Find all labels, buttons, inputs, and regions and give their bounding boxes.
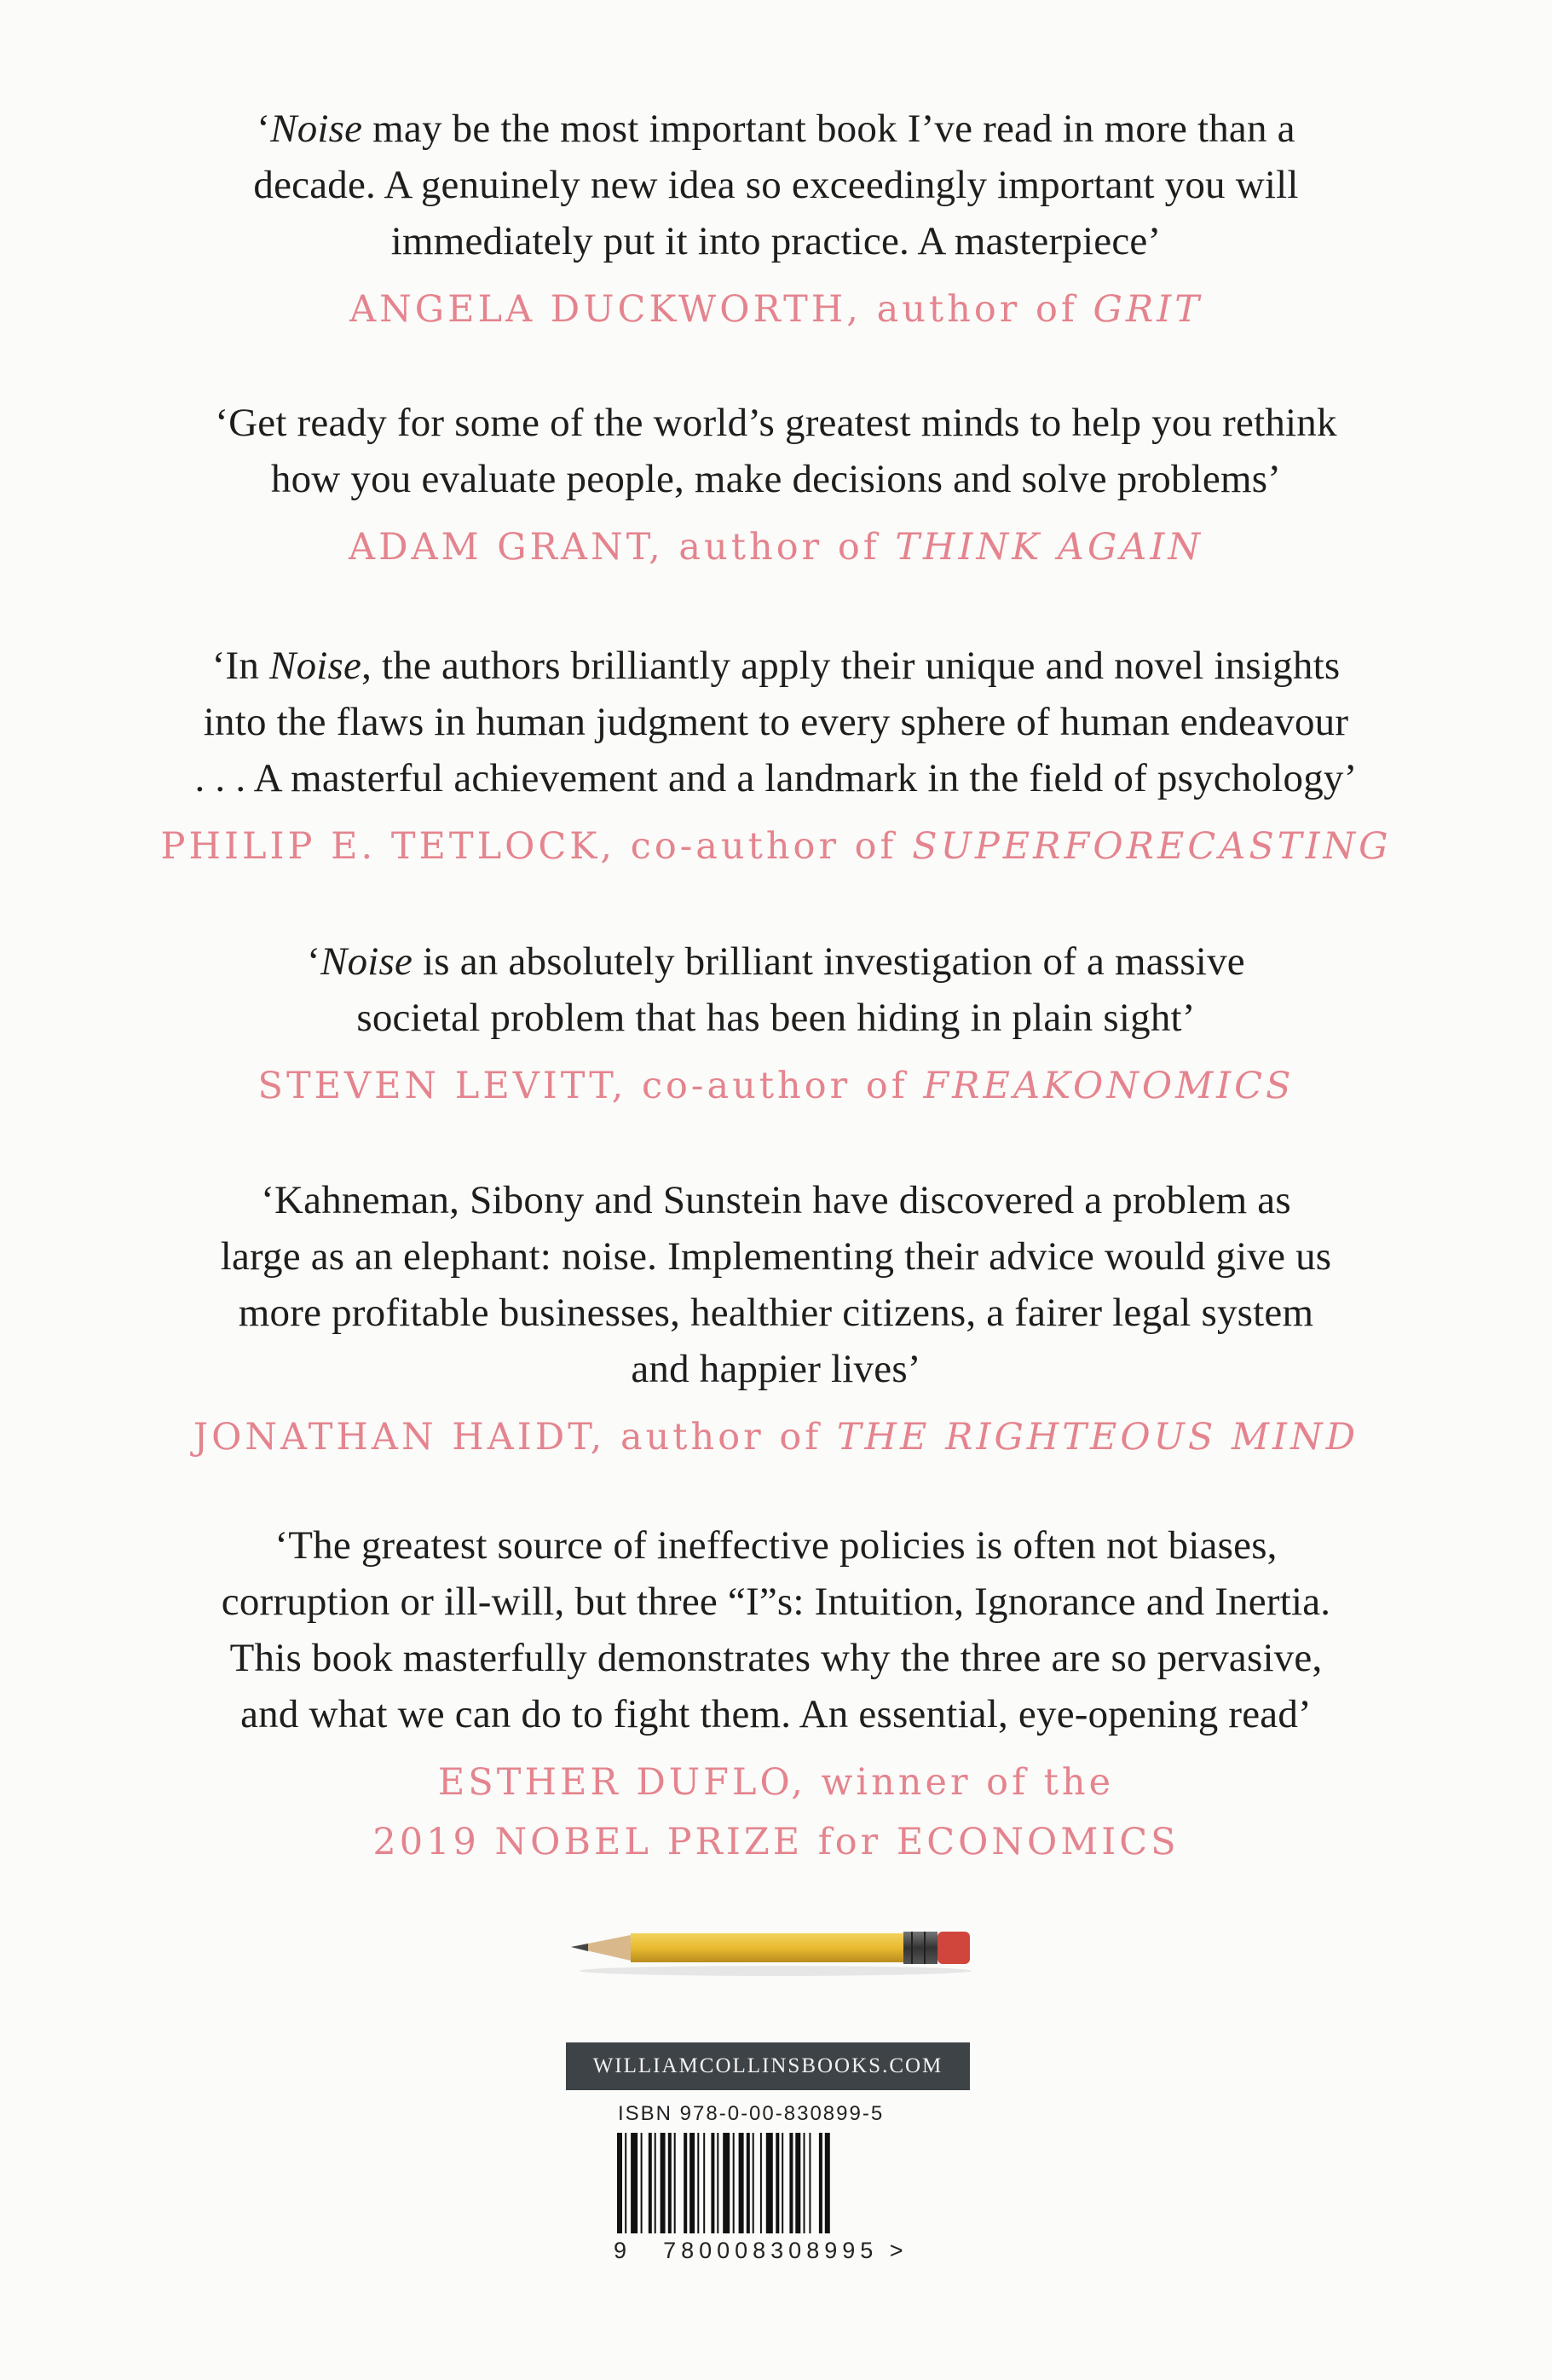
quote-text: , the authors brilliantly apply their unique and novel insights bbox=[361, 644, 1341, 688]
barcode-bar bbox=[766, 2133, 773, 2233]
quote-text: corruption or ill-will, but three “I”s: Intuition, Ignorance and Inertia. bbox=[221, 1580, 1331, 1624]
barcode-number: 780008308995 bbox=[663, 2238, 879, 2263]
barcode-bar bbox=[776, 2133, 779, 2233]
barcode-bar bbox=[747, 2133, 750, 2233]
barcode-first-digit: 9 bbox=[614, 2238, 632, 2263]
barcode-bar bbox=[789, 2133, 793, 2233]
blurb bbox=[0, 395, 1552, 575]
barcode-icon bbox=[614, 2133, 895, 2239]
quote-line bbox=[0, 1517, 1552, 1574]
barcode-bar bbox=[717, 2133, 718, 2233]
barcode-digits bbox=[614, 2238, 909, 2264]
barcode-bar bbox=[641, 2133, 643, 2233]
quote-text: societal problem that has been hiding in plain sight’ bbox=[356, 996, 1196, 1040]
attribution-name: ESTHER DUFLO, bbox=[437, 1761, 806, 1804]
blurb-quote bbox=[0, 101, 1552, 269]
attribution-name: JONATHAN HAIDT, bbox=[193, 1416, 606, 1459]
barcode-bar bbox=[661, 2133, 666, 2233]
quote-text: ‘In bbox=[211, 644, 270, 688]
barcode-bar bbox=[723, 2133, 730, 2233]
barcode-bar bbox=[809, 2133, 811, 2233]
barcode-bar bbox=[804, 2133, 805, 2233]
quote-line bbox=[0, 1574, 1552, 1630]
barcode-bar bbox=[753, 2133, 754, 2233]
attribution-role: co-author of bbox=[626, 1065, 924, 1107]
quote-line bbox=[0, 750, 1552, 806]
barcode-bar bbox=[655, 2133, 656, 2233]
quote-text: This book masterfully demonstrates why the three are so pervasive, bbox=[229, 1636, 1323, 1680]
attribution-name: ADAM GRANT, bbox=[349, 526, 664, 569]
quote-text: how you evaluate people, make decisions and solve problems’ bbox=[270, 457, 1282, 501]
attribution-work: FREAKONOMICS bbox=[923, 1065, 1295, 1107]
blurb-quote bbox=[0, 395, 1552, 507]
attribution-work: THE RIGHTEOUS MIND bbox=[836, 1416, 1359, 1459]
quote-line bbox=[0, 990, 1552, 1046]
barcode-bar bbox=[668, 2133, 672, 2233]
quote-line bbox=[0, 213, 1552, 269]
quote-line bbox=[0, 395, 1552, 451]
barcode-bar bbox=[697, 2133, 699, 2233]
barcode-bar bbox=[625, 2133, 626, 2233]
quote-text: ‘Get ready for some of the world’s greatest minds to help you rethink bbox=[215, 401, 1337, 445]
quote-title-italic: Noise bbox=[269, 644, 362, 688]
barcode-bar bbox=[782, 2133, 783, 2233]
attribution-work: SUPERFORECASTING bbox=[912, 825, 1392, 868]
quote-text: is an absolutely brilliant investigation of a massive bbox=[413, 939, 1245, 984]
blurb-quote bbox=[0, 638, 1552, 806]
quote-line bbox=[0, 1341, 1552, 1397]
attribution-name: PHILIP E. TETLOCK, bbox=[160, 825, 616, 868]
attribution-name: STEVEN LEVITT, bbox=[257, 1065, 627, 1107]
attribution-role: author of bbox=[663, 526, 896, 569]
quote-text: decade. A genuinely new idea so exceedingly important you will bbox=[253, 163, 1299, 207]
blurb-attribution bbox=[0, 1058, 1552, 1114]
barcode-bar bbox=[631, 2133, 638, 2233]
quote-line bbox=[0, 101, 1552, 157]
attribution-role: co-author of bbox=[615, 825, 913, 868]
quote-text: and what we can do to fight them. An essential, eye-opening read’ bbox=[240, 1692, 1312, 1736]
quote-line bbox=[0, 1285, 1552, 1341]
barcode-bar bbox=[733, 2133, 735, 2233]
attribution-work: GRIT bbox=[1093, 288, 1203, 331]
pencil-icon bbox=[563, 1918, 980, 1978]
barcode-bar bbox=[617, 2133, 622, 2233]
barcode-bar bbox=[825, 2133, 830, 2233]
attribution-role: winner of the bbox=[805, 1761, 1115, 1804]
blurb bbox=[0, 1172, 1552, 1465]
barcode-bar bbox=[684, 2133, 687, 2233]
quote-line bbox=[0, 157, 1552, 213]
quote-text: may be the most important book I’ve read in more than a bbox=[362, 107, 1295, 151]
barcode-bar bbox=[674, 2133, 676, 2233]
quote-title-italic: Noise bbox=[270, 107, 363, 151]
quote-text: . . . A masterful achievement and a landmark in the field of psychology’ bbox=[194, 756, 1358, 800]
quote-text: ‘ bbox=[307, 939, 321, 984]
quote-title-italic: Noise bbox=[320, 939, 413, 984]
quote-text: immediately put it into practice. A masterpiece’ bbox=[390, 219, 1162, 263]
barcode-bar bbox=[711, 2133, 714, 2233]
publisher-site-banner: WILLIAMCOLLINSBOOKS.COM bbox=[566, 2042, 970, 2090]
attribution-name: ANGELA DUCKWORTH, bbox=[349, 288, 862, 331]
blurb-attribution bbox=[0, 818, 1552, 875]
attribution-work: THINK AGAIN bbox=[895, 526, 1203, 569]
blurb bbox=[0, 101, 1552, 338]
barcode-bar bbox=[739, 2133, 744, 2233]
quote-line bbox=[0, 1228, 1552, 1285]
blurb-attribution bbox=[0, 1754, 1552, 1811]
quote-text: ‘ bbox=[257, 107, 271, 151]
blurb-attribution bbox=[0, 281, 1552, 338]
quote-line bbox=[0, 694, 1552, 750]
attribution-award: 2019 NOBEL PRIZE for ECONOMICS bbox=[372, 1821, 1180, 1863]
quote-line bbox=[0, 1630, 1552, 1686]
quote-text: ‘The greatest source of ineffective policies is often not biases, bbox=[274, 1523, 1278, 1568]
barcode-bar bbox=[819, 2133, 822, 2233]
isbn-label: ISBN 978-0-00-830899-5 bbox=[618, 2102, 885, 2125]
barcode-bar bbox=[649, 2133, 652, 2233]
barcode-arrow: > bbox=[889, 2238, 909, 2263]
quote-line bbox=[0, 933, 1552, 990]
barcode-bar bbox=[760, 2133, 762, 2233]
quote-text: large as an elephant: noise. Implementing their advice would give us bbox=[220, 1234, 1332, 1279]
quote-line bbox=[0, 451, 1552, 507]
barcode-bar bbox=[703, 2133, 705, 2233]
blurb-attribution bbox=[0, 1409, 1552, 1465]
barcode-bar bbox=[795, 2133, 800, 2233]
blurb-quote bbox=[0, 1517, 1552, 1742]
attribution-role: author of bbox=[605, 1416, 837, 1459]
quote-text: into the flaws in human judgment to every sphere of human endeavour bbox=[203, 700, 1349, 744]
blurb bbox=[0, 933, 1552, 1114]
quote-line bbox=[0, 1686, 1552, 1742]
blurb-quote bbox=[0, 933, 1552, 1046]
quote-text: ‘Kahneman, Sibony and Sunstein have discovered a problem as bbox=[261, 1178, 1291, 1222]
quote-text: more profitable businesses, healthier citizens, a fairer legal system bbox=[238, 1291, 1314, 1335]
quote-line bbox=[0, 638, 1552, 694]
quote-line bbox=[0, 1172, 1552, 1228]
blurb bbox=[0, 1517, 1552, 1870]
attribution-role: author of bbox=[861, 288, 1093, 331]
blurb-quote bbox=[0, 1172, 1552, 1397]
blurb-attribution bbox=[0, 519, 1552, 575]
quote-text: and happier lives’ bbox=[631, 1347, 921, 1391]
blurb bbox=[0, 638, 1552, 875]
barcode-bar bbox=[689, 2133, 695, 2233]
